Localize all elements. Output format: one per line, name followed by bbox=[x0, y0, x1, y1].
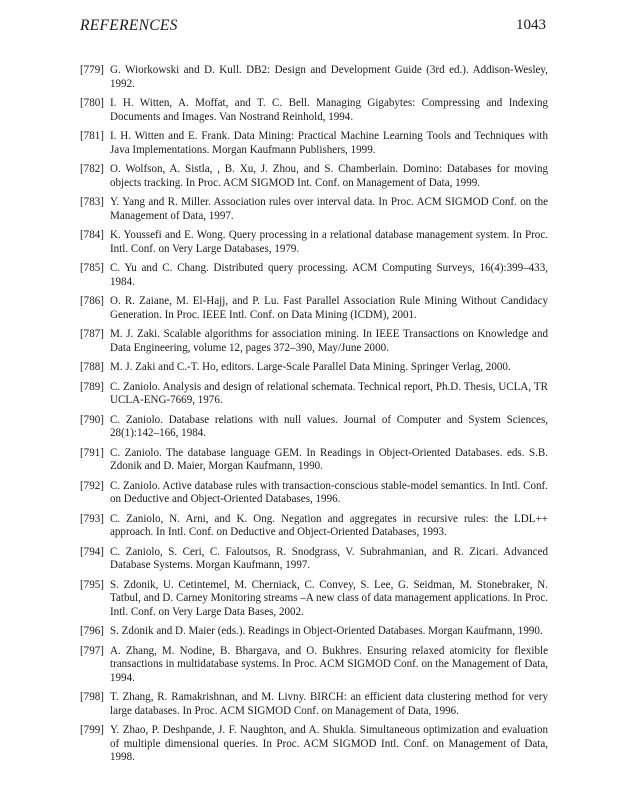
reference-entry bbox=[80, 295, 548, 322]
reference-text: I. H. Witten and E. Frank. Data Mining: Practical Machine Learning Tools and Techniques with Java Implementations. Morgan Kaufmann Publishers, 1999. bbox=[110, 130, 548, 156]
reference-entry bbox=[80, 645, 548, 686]
reference-text: I. H. Witten, A. Moffat, and T. C. Bell. Managing Gigabytes: Compressing and Indexing Documents and Images. Van Nostrand Reinhold, 1994. bbox=[110, 97, 548, 123]
reference-text: C. Zaniolo. Active database rules with transaction-conscious stable-model semantics. In Intl. Conf. on Deductive and Object-Oriented Databases, 1996. bbox=[110, 479, 548, 505]
reference-text: S. Zdonik, U. Cetintemel, M. Cherniack, C. Convey, S. Lee, G. Seidman, M. Stonebraker, N. Tatbul, and D. Carney Monitoring streams –A new class of data management applications. In Proc. Intl. Conf. on Very Large Data Bases, 2002. bbox=[110, 578, 548, 618]
reference-text: C. Zaniolo. Analysis and design of relational schemata. Technical report, Ph.D. Thesis, UCLA, TR UCLA-ENG-7669, 1976. bbox=[110, 380, 548, 406]
running-head: REFERENCES bbox=[80, 17, 178, 34]
reference-entry bbox=[80, 579, 548, 620]
reference-number: [797] bbox=[80, 644, 104, 657]
reference-text: M. J. Zaki and C.-T. Ho, editors. Large-Scale Parallel Data Mining. Springer Verlag, 2000. bbox=[110, 361, 511, 373]
reference-text: C. Zaniolo, S. Ceri, C. Faloutsos, R. Snodgrass, V. Subrahmanian, and R. Zicari. Advanced Database Systems. Morgan Kaufmann, 1997. bbox=[110, 545, 548, 571]
reference-text: O. R. Zaiane, M. El-Hajj, and P. Lu. Fast Parallel Association Rule Mining Without Candidacy Generation. In Proc. IEEE Intl. Conf. on Data Mining (ICDM), 2001. bbox=[110, 295, 548, 321]
reference-text: O. Wolfson, A. Sistla, , B. Xu, J. Zhou, and S. Chamberlain. Domino: Databases for moving objects tracking. In Proc. ACM SIGMOD Int. Conf. on Management of Data, 1999. bbox=[110, 163, 548, 189]
reference-number: [788] bbox=[80, 361, 104, 373]
reference-text: C. Zaniolo, N. Arni, and K. Ong. Negation and aggregates in recursive rules: the LDL++ approach. In Intl. Conf. on Deductive and Object-Oriented Databases, 1993. bbox=[110, 512, 548, 538]
reference-number: [786] bbox=[80, 295, 104, 307]
reference-text: C. Zaniolo. The database language GEM. In Readings in Object-Oriented Databases. eds. S.B. Zdonik and D. Maier, Morgan Kaufmann, 1990. bbox=[110, 446, 548, 472]
reference-number: [791] bbox=[80, 446, 104, 459]
reference-text: A. Zhang, M. Nodine, B. Bhargava, and O. Bukhres. Ensuring relaxed atomicity for flexible transactions in multidatabase systems. In Proc. ACM SIGMOD Conf. on the Management of Data, 1994. bbox=[110, 644, 548, 684]
reference-number: [785] bbox=[80, 262, 104, 274]
reference-number: [798] bbox=[80, 691, 104, 703]
reference-entry bbox=[80, 513, 548, 540]
reference-number: [783] bbox=[80, 196, 104, 208]
reference-text: C. Zaniolo. Database relations with null values. Journal of Computer and System Sciences, 28(1):142–166, 1984. bbox=[110, 413, 548, 439]
page-number: 1043 bbox=[516, 17, 546, 33]
reference-entry bbox=[80, 328, 548, 355]
reference-entry bbox=[80, 691, 548, 718]
reference-entry bbox=[80, 546, 548, 573]
reference-entry bbox=[80, 361, 548, 375]
reference-number: [792] bbox=[80, 479, 104, 492]
reference-number: [779] bbox=[80, 64, 104, 76]
reference-text: G. Wiorkowski and D. Kull. DB2: Design and Development Guide (3rd ed.). Addison-Wesley, 1992. bbox=[110, 64, 548, 90]
reference-entry bbox=[80, 97, 548, 124]
reference-entry bbox=[80, 196, 548, 223]
reference-list bbox=[80, 64, 548, 765]
reference-number: [794] bbox=[80, 545, 104, 558]
reference-entry bbox=[80, 163, 548, 190]
reference-entry bbox=[80, 724, 548, 765]
reference-entry bbox=[80, 229, 548, 256]
reference-entry bbox=[80, 625, 548, 639]
reference-number: [789] bbox=[80, 380, 104, 393]
reference-text: K. Youssefi and E. Wong. Query processing in a relational database management system. In Proc. Intl. Conf. on Very Large Databases, 1979. bbox=[110, 229, 548, 255]
reference-entry bbox=[80, 130, 548, 157]
reference-text: Y. Yang and R. Miller. Association rules over interval data. In Proc. ACM SIGMOD Conf. on the Management of Data, 1997. bbox=[110, 196, 548, 222]
reference-entry bbox=[80, 414, 548, 441]
reference-text: C. Yu and C. Chang. Distributed query processing. ACM Computing Surveys, 16(4):399–433, 1984. bbox=[110, 262, 548, 288]
page-header bbox=[80, 17, 546, 37]
reference-number: [795] bbox=[80, 578, 104, 591]
reference-text: M. J. Zaki. Scalable algorithms for association mining. In IEEE Transactions on Knowledge and Data Engineering, volume 12, pages 372–390, May/June 2000. bbox=[110, 328, 548, 354]
reference-text: T. Zhang, R. Ramakrishnan, and M. Livny. BIRCH: an efficient data clustering method for very large databases. In Proc. ACM SIGMOD Conf. on Management of Data, 1996. bbox=[110, 691, 548, 717]
reference-number: [796] bbox=[80, 625, 104, 637]
reference-entry bbox=[80, 480, 548, 507]
reference-number: [782] bbox=[80, 163, 104, 175]
reference-number: [799] bbox=[80, 724, 104, 736]
reference-number: [790] bbox=[80, 413, 104, 426]
reference-entry bbox=[80, 64, 548, 91]
reference-entry bbox=[80, 262, 548, 289]
reference-number: [780] bbox=[80, 97, 104, 109]
reference-number: [784] bbox=[80, 229, 104, 241]
reference-number: [793] bbox=[80, 512, 104, 525]
reference-entry bbox=[80, 447, 548, 474]
reference-entry bbox=[80, 381, 548, 408]
reference-number: [781] bbox=[80, 130, 104, 142]
reference-text: Y. Zhao, P. Deshpande, J. F. Naughton, and A. Shukla. Simultaneous optimization and evaluation of multiple dimensional queries. In Proc. ACM SIGMOD Intl. Conf. on Management of Data, 1998. bbox=[110, 724, 548, 763]
reference-number: [787] bbox=[80, 328, 104, 340]
reference-text: S. Zdonik and D. Maier (eds.). Readings in Object-Oriented Databases. Morgan Kaufmann, 1990. bbox=[110, 625, 543, 637]
